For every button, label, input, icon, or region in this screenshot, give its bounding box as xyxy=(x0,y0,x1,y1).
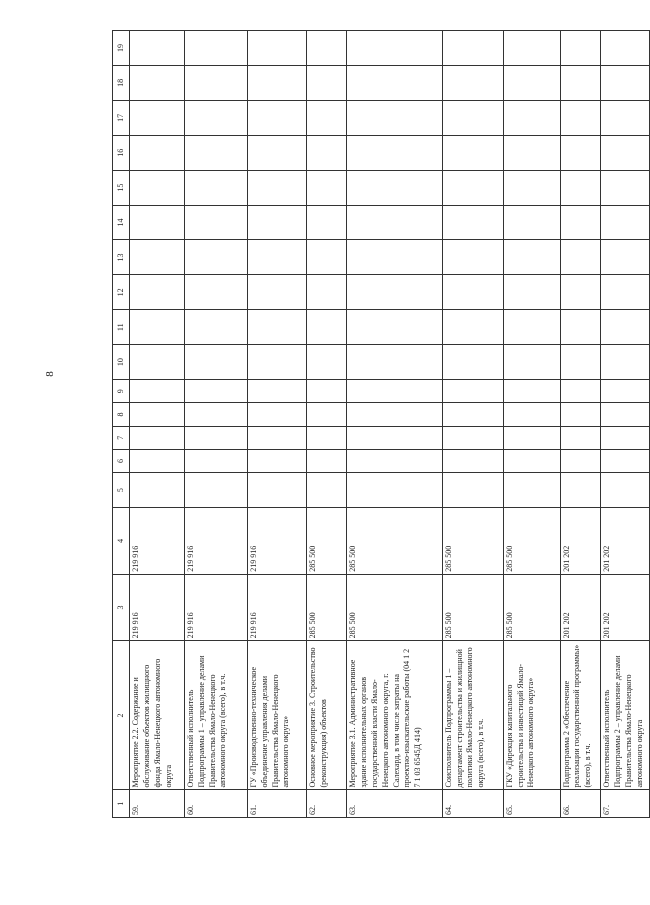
table-row xyxy=(248,31,307,818)
empty-cell xyxy=(347,31,442,66)
row-number-cell: 61. xyxy=(248,790,307,818)
empty-cell xyxy=(306,31,347,66)
row-number-cell: 63. xyxy=(347,790,442,818)
empty-cell xyxy=(130,426,185,449)
header-cell: 15 xyxy=(113,170,130,205)
empty-cell xyxy=(503,170,560,205)
empty-cell xyxy=(130,135,185,170)
empty-cell xyxy=(503,31,560,66)
empty-cell xyxy=(601,310,650,345)
empty-cell xyxy=(248,205,307,240)
empty-cell xyxy=(306,345,347,380)
empty-cell xyxy=(601,345,650,380)
empty-cell xyxy=(130,449,185,472)
empty-cell xyxy=(185,100,248,135)
table-row xyxy=(130,31,185,818)
empty-cell xyxy=(347,100,442,135)
empty-cell xyxy=(306,380,347,403)
table-row xyxy=(560,31,601,818)
empty-cell xyxy=(601,205,650,240)
empty-cell xyxy=(560,240,601,275)
row-name-cell: Ответственный исполнитель Подпрограммы 1 – управление делами Правительства Ямало-Ненецкого автономного округа (всего), в т.ч. xyxy=(185,641,248,790)
empty-cell xyxy=(601,473,650,508)
empty-cell xyxy=(442,275,503,310)
empty-cell xyxy=(503,380,560,403)
row-number-cell: 64. xyxy=(442,790,503,818)
empty-cell xyxy=(442,65,503,100)
empty-cell xyxy=(185,275,248,310)
empty-cell xyxy=(306,275,347,310)
empty-cell xyxy=(503,205,560,240)
empty-cell xyxy=(560,403,601,426)
empty-cell xyxy=(347,380,442,403)
row-name-cell: Ответственный исполнитель Подпрограммы 2 – управление делами Правительства Ямало-Ненецкого автономного округа xyxy=(601,641,650,790)
empty-cell xyxy=(347,426,442,449)
empty-cell xyxy=(560,31,601,66)
header-cell: 2 xyxy=(113,641,130,790)
empty-cell xyxy=(185,170,248,205)
row-number-cell: 59. xyxy=(130,790,185,818)
empty-cell xyxy=(130,403,185,426)
header-cell: 5 xyxy=(113,473,130,508)
empty-cell xyxy=(248,449,307,472)
table-row xyxy=(185,31,248,818)
value-cell-col3: 219 916 xyxy=(185,574,248,641)
empty-cell xyxy=(560,310,601,345)
empty-cell xyxy=(130,170,185,205)
table-row xyxy=(306,31,347,818)
table-row xyxy=(601,31,650,818)
row-number-cell: 65. xyxy=(503,790,560,818)
empty-cell xyxy=(130,310,185,345)
empty-cell xyxy=(601,100,650,135)
empty-cell xyxy=(248,345,307,380)
row-number-cell: 66. xyxy=(560,790,601,818)
page-number: 8 xyxy=(44,371,56,377)
header-cell: 19 xyxy=(113,31,130,66)
table-row xyxy=(442,31,503,818)
empty-cell xyxy=(442,473,503,508)
empty-cell xyxy=(185,135,248,170)
header-cell: 11 xyxy=(113,310,130,345)
empty-cell xyxy=(560,170,601,205)
value-cell-col4: 285 500 xyxy=(442,508,503,575)
header-cell: 13 xyxy=(113,240,130,275)
empty-cell xyxy=(503,310,560,345)
table-row xyxy=(347,31,442,818)
empty-cell xyxy=(442,380,503,403)
empty-cell xyxy=(248,31,307,66)
empty-cell xyxy=(130,205,185,240)
empty-cell xyxy=(347,65,442,100)
row-name-cell: Мероприятие 2.2. Содержание и обслуживание объектов жилищного фонда Ямало-Ненецкого автономного округа xyxy=(130,641,185,790)
header-cell: 1 xyxy=(113,790,130,818)
empty-cell xyxy=(442,135,503,170)
empty-cell xyxy=(130,473,185,508)
empty-cell xyxy=(306,473,347,508)
empty-cell xyxy=(306,240,347,275)
value-cell-col3: 219 916 xyxy=(130,574,185,641)
empty-cell xyxy=(601,449,650,472)
empty-cell xyxy=(503,473,560,508)
empty-cell xyxy=(442,345,503,380)
empty-cell xyxy=(130,240,185,275)
empty-cell xyxy=(306,170,347,205)
empty-cell xyxy=(560,135,601,170)
empty-cell xyxy=(130,65,185,100)
value-cell-col3: 285 500 xyxy=(347,574,442,641)
value-cell-col3: 285 500 xyxy=(503,574,560,641)
empty-cell xyxy=(503,65,560,100)
empty-cell xyxy=(248,135,307,170)
empty-cell xyxy=(185,473,248,508)
empty-cell xyxy=(347,275,442,310)
empty-cell xyxy=(347,345,442,380)
empty-cell xyxy=(130,31,185,66)
empty-cell xyxy=(442,205,503,240)
empty-cell xyxy=(347,205,442,240)
header-row xyxy=(113,31,130,818)
empty-cell xyxy=(185,310,248,345)
empty-cell xyxy=(601,170,650,205)
empty-cell xyxy=(560,380,601,403)
empty-cell xyxy=(601,275,650,310)
value-cell-col3: 201 202 xyxy=(601,574,650,641)
empty-cell xyxy=(306,403,347,426)
empty-cell xyxy=(442,240,503,275)
empty-cell xyxy=(248,426,307,449)
value-cell-col4: 219 916 xyxy=(185,508,248,575)
row-number-cell: 62. xyxy=(306,790,347,818)
empty-cell xyxy=(185,65,248,100)
empty-cell xyxy=(248,275,307,310)
empty-cell xyxy=(442,31,503,66)
empty-cell xyxy=(347,310,442,345)
empty-cell xyxy=(306,135,347,170)
value-cell-col4: 285 500 xyxy=(306,508,347,575)
row-name-cell: Подпрограмма 2 «Обеспечение реализации государственной программы» (всего), в т.ч. xyxy=(560,641,601,790)
empty-cell xyxy=(185,403,248,426)
value-cell-col4: 219 916 xyxy=(130,508,185,575)
empty-cell xyxy=(248,473,307,508)
empty-cell xyxy=(248,65,307,100)
empty-cell xyxy=(503,135,560,170)
empty-cell xyxy=(185,205,248,240)
rotated-table-container xyxy=(112,30,650,818)
row-name-cell: Соисполнитель Подпрограммы 1 – департамент строительства и жилищной политики Ямало-Ненецкого автономного округа (всего), в т.ч. xyxy=(442,641,503,790)
row-name-cell: Основное мероприятие 3. Строительство (реконструкция) объектов xyxy=(306,641,347,790)
empty-cell xyxy=(347,473,442,508)
empty-cell xyxy=(560,345,601,380)
empty-cell xyxy=(347,170,442,205)
empty-cell xyxy=(248,403,307,426)
row-number-cell: 60. xyxy=(185,790,248,818)
header-cell: 9 xyxy=(113,380,130,403)
table-body xyxy=(113,31,650,818)
row-name-cell: Мероприятие 3.1. Административное здание исполнительных органов государственной власти Ямало-Ненецкого автономного округа, г. Салехард, в том числе затраты на проектно-изыскательские работы (04 1 2 7 1 03 6545Д 414) xyxy=(347,641,442,790)
empty-cell xyxy=(306,65,347,100)
empty-cell xyxy=(248,380,307,403)
empty-cell xyxy=(503,449,560,472)
empty-cell xyxy=(185,345,248,380)
header-cell: 6 xyxy=(113,449,130,472)
empty-cell xyxy=(442,170,503,205)
header-cell: 18 xyxy=(113,65,130,100)
empty-cell xyxy=(560,426,601,449)
value-cell-col4: 201 202 xyxy=(560,508,601,575)
empty-cell xyxy=(442,310,503,345)
empty-cell xyxy=(503,100,560,135)
empty-cell xyxy=(601,403,650,426)
empty-cell xyxy=(185,240,248,275)
empty-cell xyxy=(248,310,307,345)
row-name-cell: ГУ «Производственно-техническое объединение управления делами Правительства Ямало-Ненецкого автономного округа» xyxy=(248,641,307,790)
empty-cell xyxy=(185,426,248,449)
empty-cell xyxy=(185,31,248,66)
value-cell-col3: 285 500 xyxy=(306,574,347,641)
header-cell: 14 xyxy=(113,205,130,240)
empty-cell xyxy=(442,403,503,426)
empty-cell xyxy=(248,240,307,275)
empty-cell xyxy=(347,240,442,275)
row-name-cell: ГКУ «Дирекция капитального строительства и инвестиций Ямало-Ненецкого автономного округа» xyxy=(503,641,560,790)
empty-cell xyxy=(442,449,503,472)
header-cell: 12 xyxy=(113,275,130,310)
empty-cell xyxy=(306,205,347,240)
empty-cell xyxy=(503,426,560,449)
header-cell: 3 xyxy=(113,574,130,641)
empty-cell xyxy=(503,345,560,380)
empty-cell xyxy=(347,403,442,426)
empty-cell xyxy=(601,135,650,170)
empty-cell xyxy=(560,65,601,100)
table-row xyxy=(503,31,560,818)
budget-table xyxy=(112,30,650,818)
empty-cell xyxy=(130,275,185,310)
empty-cell xyxy=(601,31,650,66)
empty-cell xyxy=(306,310,347,345)
value-cell-col4: 285 500 xyxy=(503,508,560,575)
empty-cell xyxy=(503,240,560,275)
empty-cell xyxy=(306,100,347,135)
empty-cell xyxy=(130,380,185,403)
empty-cell xyxy=(560,449,601,472)
empty-cell xyxy=(560,275,601,310)
row-number-cell: 67. xyxy=(601,790,650,818)
empty-cell xyxy=(185,449,248,472)
header-cell: 16 xyxy=(113,135,130,170)
header-cell: 10 xyxy=(113,345,130,380)
header-cell: 17 xyxy=(113,100,130,135)
empty-cell xyxy=(130,345,185,380)
empty-cell xyxy=(560,100,601,135)
value-cell-col4: 201 202 xyxy=(601,508,650,575)
empty-cell xyxy=(248,170,307,205)
value-cell-col4: 219 916 xyxy=(248,508,307,575)
empty-cell xyxy=(347,449,442,472)
header-cell: 8 xyxy=(113,403,130,426)
empty-cell xyxy=(601,426,650,449)
empty-cell xyxy=(442,426,503,449)
value-cell-col4: 285 500 xyxy=(347,508,442,575)
empty-cell xyxy=(560,473,601,508)
empty-cell xyxy=(306,449,347,472)
header-cell: 4 xyxy=(113,508,130,575)
empty-cell xyxy=(248,100,307,135)
empty-cell xyxy=(130,100,185,135)
empty-cell xyxy=(560,205,601,240)
value-cell-col3: 285 500 xyxy=(442,574,503,641)
empty-cell xyxy=(442,100,503,135)
empty-cell xyxy=(601,240,650,275)
value-cell-col3: 201 202 xyxy=(560,574,601,641)
empty-cell xyxy=(601,380,650,403)
header-cell: 7 xyxy=(113,426,130,449)
empty-cell xyxy=(503,275,560,310)
value-cell-col3: 219 916 xyxy=(248,574,307,641)
empty-cell xyxy=(306,426,347,449)
empty-cell xyxy=(503,403,560,426)
empty-cell xyxy=(185,380,248,403)
empty-cell xyxy=(601,65,650,100)
empty-cell xyxy=(347,135,442,170)
